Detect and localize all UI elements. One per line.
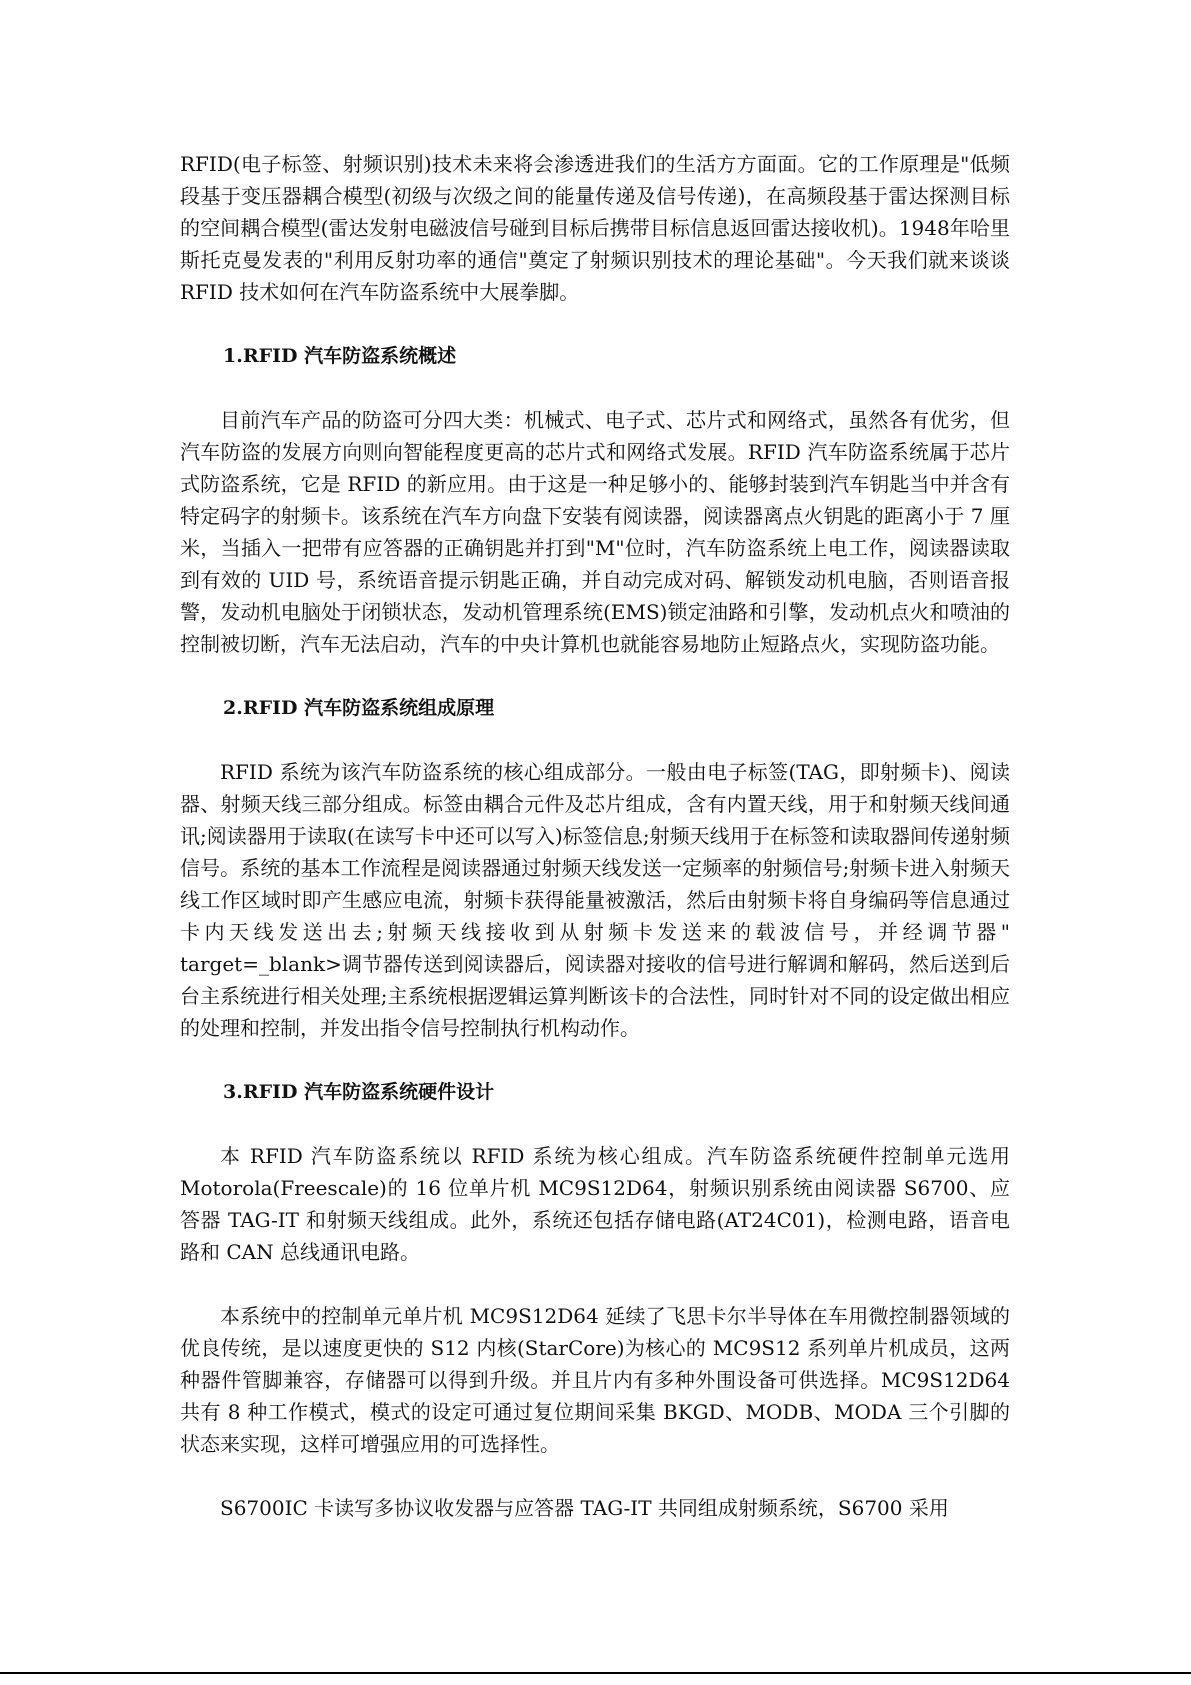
principle-paragraph: RFID 系统为该汽车防盗系统的核心组成部分。一般由电子标签(TAG，即射频卡)、阅读器、射频天线三部分组成。标签由耦合元件及芯片组成，含有内置天线，用于和射频天线间通讯;阅读器用于读取(在读写卡中还可以写入)标签信息;射频天线用于在标签和读取器间传递射频信号。系统的基本工作流程是阅读器通过射频天线发送一定频率的射频信号;射频卡进入射频天线工作区域时即产生感应电流，射频卡获得能量被激活，然后由射频卡将自身编码等信息通过卡内天线发送出去;射频天线接收到从射频卡发送来的载波信号，并经调节器" target=_blank>调节器传送到阅读器后，阅读器对接收的信号进行解调和解码，然后送到后台主系统进行相关处理;主系统根据逻辑运算判断该卡的合法性，同时针对不同的设定做出相应的处理和控制，并发出指令信号控制执行机构动作。 — [180, 760, 1010, 1040]
section-heading-overview: 1.RFID 汽车防盗系统概述 — [223, 345, 457, 367]
intro-paragraph: RFID(电子标签、射频识别)技术未来将会渗透进我们的生活方方面面。它的工作原理是"低频段基于变压器耦合模型(初级与次级之间的能量传递及信号传递)，在高频段基于雷达探测目标的空间耦合模型(雷达发射电磁波信号碰到目标后携带目标信息返回雷达接收机)。1948年哈里斯托克曼发表的"利用反射功率的通信"奠定了射频识别技术的理论基础"。今天我们就来谈谈 RFID 技术如何在汽车防盗系统中大展拳脚。 — [180, 152, 1010, 304]
hardware-paragraph-2: 本系统中的控制单元单片机 MC9S12D64 延续了飞思卡尔半导体在车用微控制器领域的优良传统，是以速度更快的 S12 内核(StarCore)为核心的 MC9S12 系列单片机成员，这两种器件管脚兼容，存储器可以得到升级。并且片内有多种外围设备可供选择。MC9S12D64 共有 8 种工作模式，模式的设定可通过复位期间采集 BKGD、MODB、MODA 三个引脚的状态来实现，这样可增强应用的可选择性。 — [180, 1304, 1010, 1456]
section-heading-hardware: 3.RFID 汽车防盗系统硬件设计 — [223, 1081, 495, 1103]
section-heading-principle: 2.RFID 汽车防盗系统组成原理 — [223, 697, 495, 719]
hardware-paragraph-1: 本 RFID 汽车防盗系统以 RFID 系统为核心组成。汽车防盗系统硬件控制单元选用 Motorola(Freescale)的 16 位单片机 MC9S12D64，射频识别系统由阅读器 S6700、应答器 TAG-IT 和射频天线组成。此外，系统还包括存储电路(AT24C01)，检测电路，语音电路和 CAN 总线通讯电路。 — [180, 1144, 1010, 1264]
page-bottom-rule — [0, 1672, 1191, 1674]
document-body — [180, 148, 1010, 1524]
overview-paragraph: 目前汽车产品的防盗可分四大类：机械式、电子式、芯片式和网络式，虽然各有优劣，但汽车防盗的发展方向则向智能程度更高的芯片式和网络式发展。RFID 汽车防盗系统属于芯片式防盗系统，它是 RFID 的新应用。由于这是一种足够小的、能够封装到汽车钥匙当中并含有特定码字的射频卡。该系统在汽车方向盘下安装有阅读器，阅读器离点火钥匙的距离小于 7 厘米，当插入一把带有应答器的正确钥匙并打到"M"位时，汽车防盗系统上电工作，阅读器读取到有效的 UID 号，系统语音提示钥匙正确，并自动完成对码、解锁发动机电脑，否则语音报警，发动机电脑处于闭锁状态，发动机管理系统(EMS)锁定油路和引擎，发动机点火和喷油的控制被切断，汽车无法启动，汽车的中央计算机也就能容易地防止短路点火，实现防盗功能。 — [180, 408, 1010, 656]
hardware-paragraph-3: S6700IC 卡读写多协议收发器与应答器 TAG-IT 共同组成射频系统，S6700 采用 — [220, 1496, 949, 1520]
